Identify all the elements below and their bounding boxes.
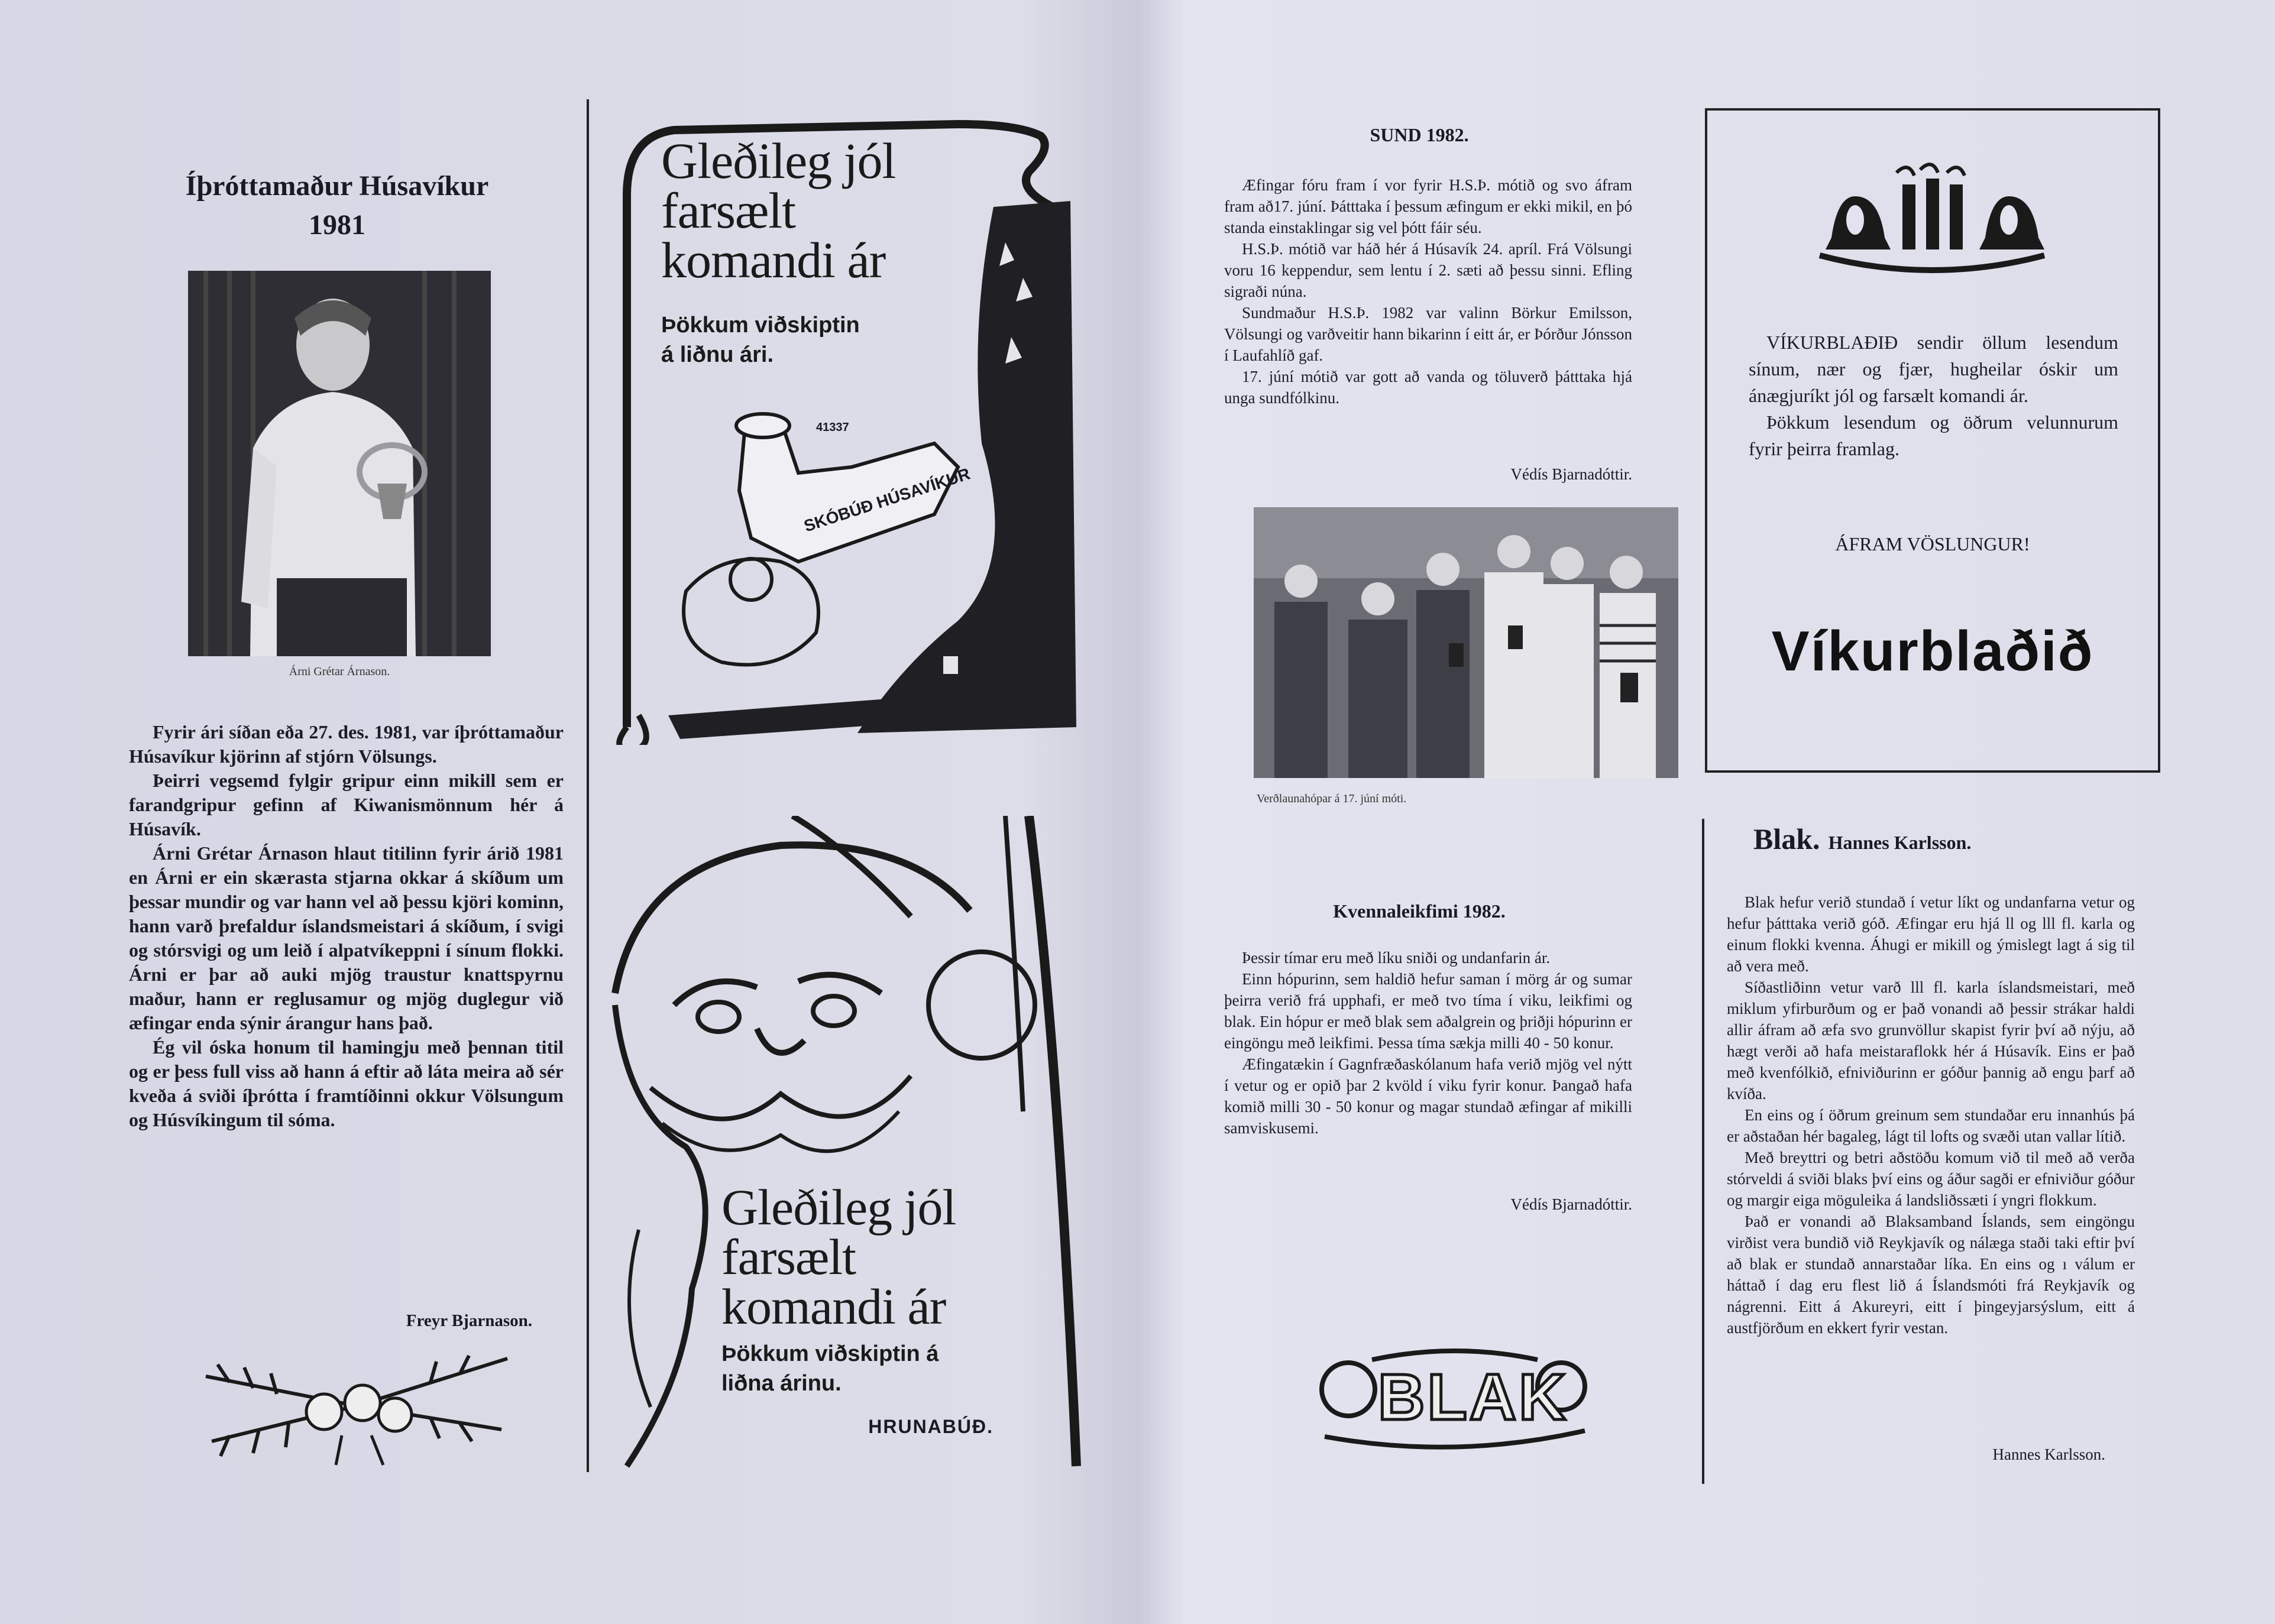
ad-bottom-subtitle-line: liðna árinu. <box>721 1371 842 1396</box>
blak-paragraph: Blak hefur verið stundað í vetur líkt og undanfarna vetur og hefur þátttaka verið góð. Æfingar eru hjá ll og lll fl. karla og einum flokki kvenna. Áhugi er mikill og ýmislegt lagt á sig til að vera með. <box>1727 893 2135 975</box>
article-signature: Freyr Bjarnason. <box>406 1311 532 1330</box>
ad-bottom-title-line: Gleðileg jól <box>721 1179 956 1236</box>
vikurbladid-box <box>1705 108 2160 773</box>
kvenna-paragraph: Einn hópurinn, sem haldið hefur saman í mörg ár og sumar þeirra verið frá upphafi, er með tvo tíma í viku, leikfimi og blak. Ein hópur er með blak sem aðalgrein og þriðji hópurinn er eingöngu með leikfimi. Þessa tíma sækja milli 40 - 50 konur. <box>1224 970 1632 1052</box>
article-paragraph: Árni Grétar Árnason hlaut titilinn fyrir árið 1981 en Árni er ein skærasta stjarna okkar á skíðum um þessar mundir og var hann vel að þessu kjöri kominn, hann varð þrefaldur íslandsmeistari á skíðum, í svigi og stórsvigi og um leið í alpatvíkeppni í sínum flokki. Árni er þar að auki mjög traustur knattspyrnu maður, hann er reglusamur og mjög duglegur við æfingar enda sýnir árangur hans það. <box>129 842 564 1033</box>
article-title-line2: 1981 <box>309 209 365 241</box>
ad-top-subtitle <box>661 310 957 369</box>
vikurbladid-paragraph: Þökkum lesendum og öðrum velunnurum fyrir þeirra framlag. <box>1749 411 2118 459</box>
article-paragraph: Ég vil óska honum til hamingju með þennan titil og er þess full viss að hann á eftir að láta meira að sér kveða á sviði íþrótta í framtíðinni okkur Völsungum og Húsvíkingum til sóma. <box>129 1036 564 1130</box>
sund-paragraph: Æfingar fóru fram í vor fyrir H.S.Þ. mótið og svo áfram fram að17. júní. Þátttaka í þessum æfingum er ekki mikil, en þó standa einstaklingar sig vel þótt fáir séu. <box>1224 176 1632 236</box>
kvenna-paragraph: Þessir tímar eru með líku sniði og undanfarin ár. <box>1242 949 1551 967</box>
athlete-figure-icon <box>188 271 491 656</box>
sund-paragraph: Sundmaður H.S.Þ. 1982 var valinn Börkur Emilsson, Völsungi og varðveitir hann bikarinn í eitt ár, er Þórður Jónsson í Laufahlíð gaf. <box>1224 304 1632 364</box>
sund-title: SUND 1982. <box>1370 124 1469 145</box>
blak-illustration <box>1313 1342 1591 1460</box>
vikurbladid-logo: Víkurblaðið <box>1771 620 2094 683</box>
ad-bottom-title-line: komandi ár <box>721 1278 946 1335</box>
ad-hrunabud <box>603 816 1085 1472</box>
sund-body <box>1224 174 1632 409</box>
blak-heading <box>1753 822 2138 856</box>
ad-bottom-shop-name: HRUNABÚÐ. <box>868 1416 994 1437</box>
ad-top-shop-name: SKÓBÚÐ HÚSAVÍKUR <box>801 464 973 536</box>
christmas-bells-icon <box>1814 161 2050 291</box>
blak-illustration-label: BLAK <box>1378 1361 1568 1434</box>
ad-top-title <box>661 132 1016 289</box>
ad-bottom-subtitle-line: Þökkum viðskiptin á <box>721 1341 939 1366</box>
vikurbladid-slogan: ÁFRAM VÖSLUNGUR! <box>1835 533 2030 555</box>
athlete-photo <box>188 271 491 656</box>
kvenna-signature: Védís Bjarnadóttir. <box>1510 1195 1632 1213</box>
ad-top-subtitle-line: á liðnu ári. <box>661 342 774 367</box>
blak-paragraph: Það er vonandi að Blaksamband Íslands, sem eingöngu virðist vera bundið við Reykjavík og nálæga staði taki eftir því að blak er stundað annarstaðar líka. En eins og ı válum er háttað í dag eru flest lið á Íslandsmóti frá Reykjavík og nágrenni. Eitt á Akureyri, eitt í þingeyjarsýslum, eitt á austfjörðum en ekkert fyrir vestan. <box>1727 1213 2135 1337</box>
athlete-photo-caption: Árni Grétar Árnason. <box>289 665 390 678</box>
article-title-line1: Íþróttamaður Húsavíkur <box>185 170 489 202</box>
article-body <box>129 720 564 1132</box>
sund-paragraph: 17. júní mótið var gott að vanda og töluverð þátttaka hjá unga sundfólkinu. <box>1224 368 1632 407</box>
ad-top-title-line: Gleðileg jól <box>661 132 896 189</box>
right-page <box>1135 0 2275 1624</box>
ad-bottom-subtitle <box>721 1339 1017 1398</box>
blak-paragraph: Síðastliðinn vetur varð lll fl. karla íslandsmeistari, með miklum yfirburðum og er það vonandi að þessir strákar haldi allir áfram að æfa svo grunvöllur skapist fyrir því að nýju, að hægt verði að hafa meistaraflokk hér á Húsavík. Eins er það með kvenfólkið, efniviðurinn er góður þannig að engu þarf að kvíða. <box>1727 978 2135 1103</box>
swim-group-photo <box>1254 507 1678 778</box>
blak-author-header: Hannes Karlsson. <box>1828 832 1972 853</box>
vikurbladid-paragraph: VÍKURBLAÐIÐ sendir öllum lesendum sínum, nær og fjær, hugheilar óskir um ánægjuríkt jól og farsælt komandi ár. <box>1749 332 2118 406</box>
sund-paragraph: H.S.Þ. mótið var háð hér á Húsavík 24. apríl. Frá Völsungi voru 16 keppendur, sem lentu í 2. sæti að þessu sinni. Efling sigraði núna. <box>1224 240 1632 300</box>
article-title <box>154 167 520 245</box>
kvenna-title: Kvennaleikfimi 1982. <box>1333 900 1506 922</box>
kvenna-body <box>1224 947 1632 1139</box>
ad-skobud <box>603 89 1085 745</box>
blak-body <box>1727 892 2135 1338</box>
ad-top-title-line: komandi ár <box>661 232 886 289</box>
left-page <box>0 0 1135 1624</box>
ad-top-title-line: farsælt <box>661 182 796 239</box>
pine-ornament-icon <box>194 1341 519 1471</box>
vikurbladid-message <box>1749 329 2118 462</box>
sund-signature: Védís Bjarnadóttir. <box>1510 465 1632 483</box>
kvenna-paragraph: Æfingatækin í Gagnfræðaskólanum hafa verið mjög vel nýtt í vetur og er opið þar 2 kvöld í viku fyrir konur. Þangað hafa komið milli 30 - 50 konur og magar stundað æfingar af mikilli samviskusemi. <box>1224 1055 1632 1137</box>
column-divider <box>587 99 589 1472</box>
blak-paragraph: Með breyttri og betri aðstöðu komum við til með að verða stórveldi á sviði blaks því eins og áður sagði er efniviður góður og margir eiga möguleika á landsliðssæti í yngri flokkum. <box>1727 1149 2135 1209</box>
blak-column-divider <box>1702 819 1704 1484</box>
ad-bottom-title-line: farsælt <box>721 1228 856 1285</box>
swim-photo-caption: Verðlaunahópar á 17. júní móti. <box>1257 792 1407 805</box>
blak-paragraph: En eins og í öðrum greinum sem stundaðar eru innanhús þá er aðstaðan hér bagaleg, lágt til lofts og svæði utan vallar lítið. <box>1727 1106 2135 1145</box>
blak-title: Blak. <box>1753 822 1820 855</box>
ad-top-subtitle-line: Þökkum viðskiptin <box>661 313 860 338</box>
ad-top-phone: 41337 <box>816 421 849 434</box>
article-paragraph: Þeirri vegsemd fylgir gripur einn mikill sem er farandgripur gefinn af Kiwanismönnum hér á Húsavík. <box>129 770 564 839</box>
blak-signature: Hannes Karlsson. <box>1992 1445 2105 1463</box>
ad-bottom-title <box>721 1179 1076 1335</box>
swim-group-figures-icon <box>1254 507 1678 778</box>
article-paragraph: Fyrir ári síðan eða 27. des. 1981, var íþróttamaður Húsavíkur kjörinn af stjórn Völsungs. <box>129 721 564 767</box>
